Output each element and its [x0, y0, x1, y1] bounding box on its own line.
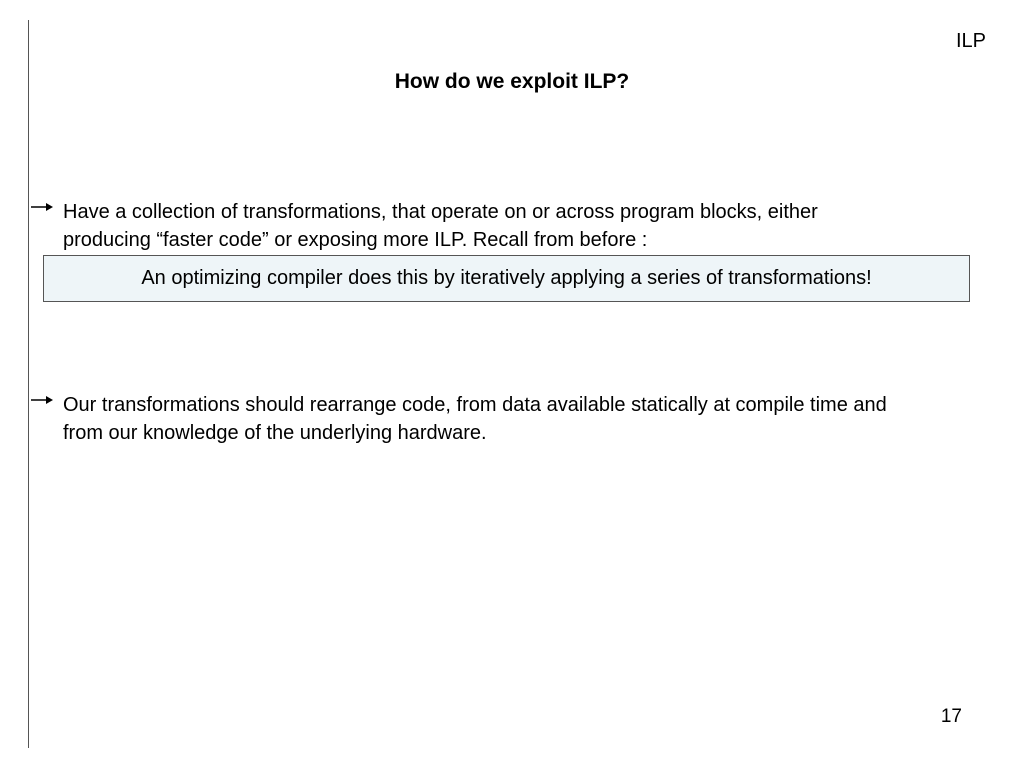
arrow-right-icon — [30, 198, 54, 218]
bullet-text: Have a collection of transformations, that operate on or across program blocks, either producing “faster code” or exposing more ILP. Recall from before : — [63, 201, 818, 251]
callout-text: An optimizing compiler does this by iteratively applying a series of transformations! — [141, 267, 872, 289]
left-margin-rule — [28, 20, 29, 748]
page-number: 17 — [940, 706, 962, 727]
callout-box — [43, 255, 970, 302]
bullet-item-2 — [30, 391, 910, 447]
bullet-item-1 — [30, 198, 910, 254]
arrow-right-icon — [30, 391, 54, 411]
slide-title: How do we exploit ILP? — [394, 70, 630, 93]
bullet-text: Our transformations should rearrange code, from data available statically at compile time and from our knowledge of the underlying hardware. — [63, 394, 887, 444]
section-label: ILP — [955, 30, 986, 52]
